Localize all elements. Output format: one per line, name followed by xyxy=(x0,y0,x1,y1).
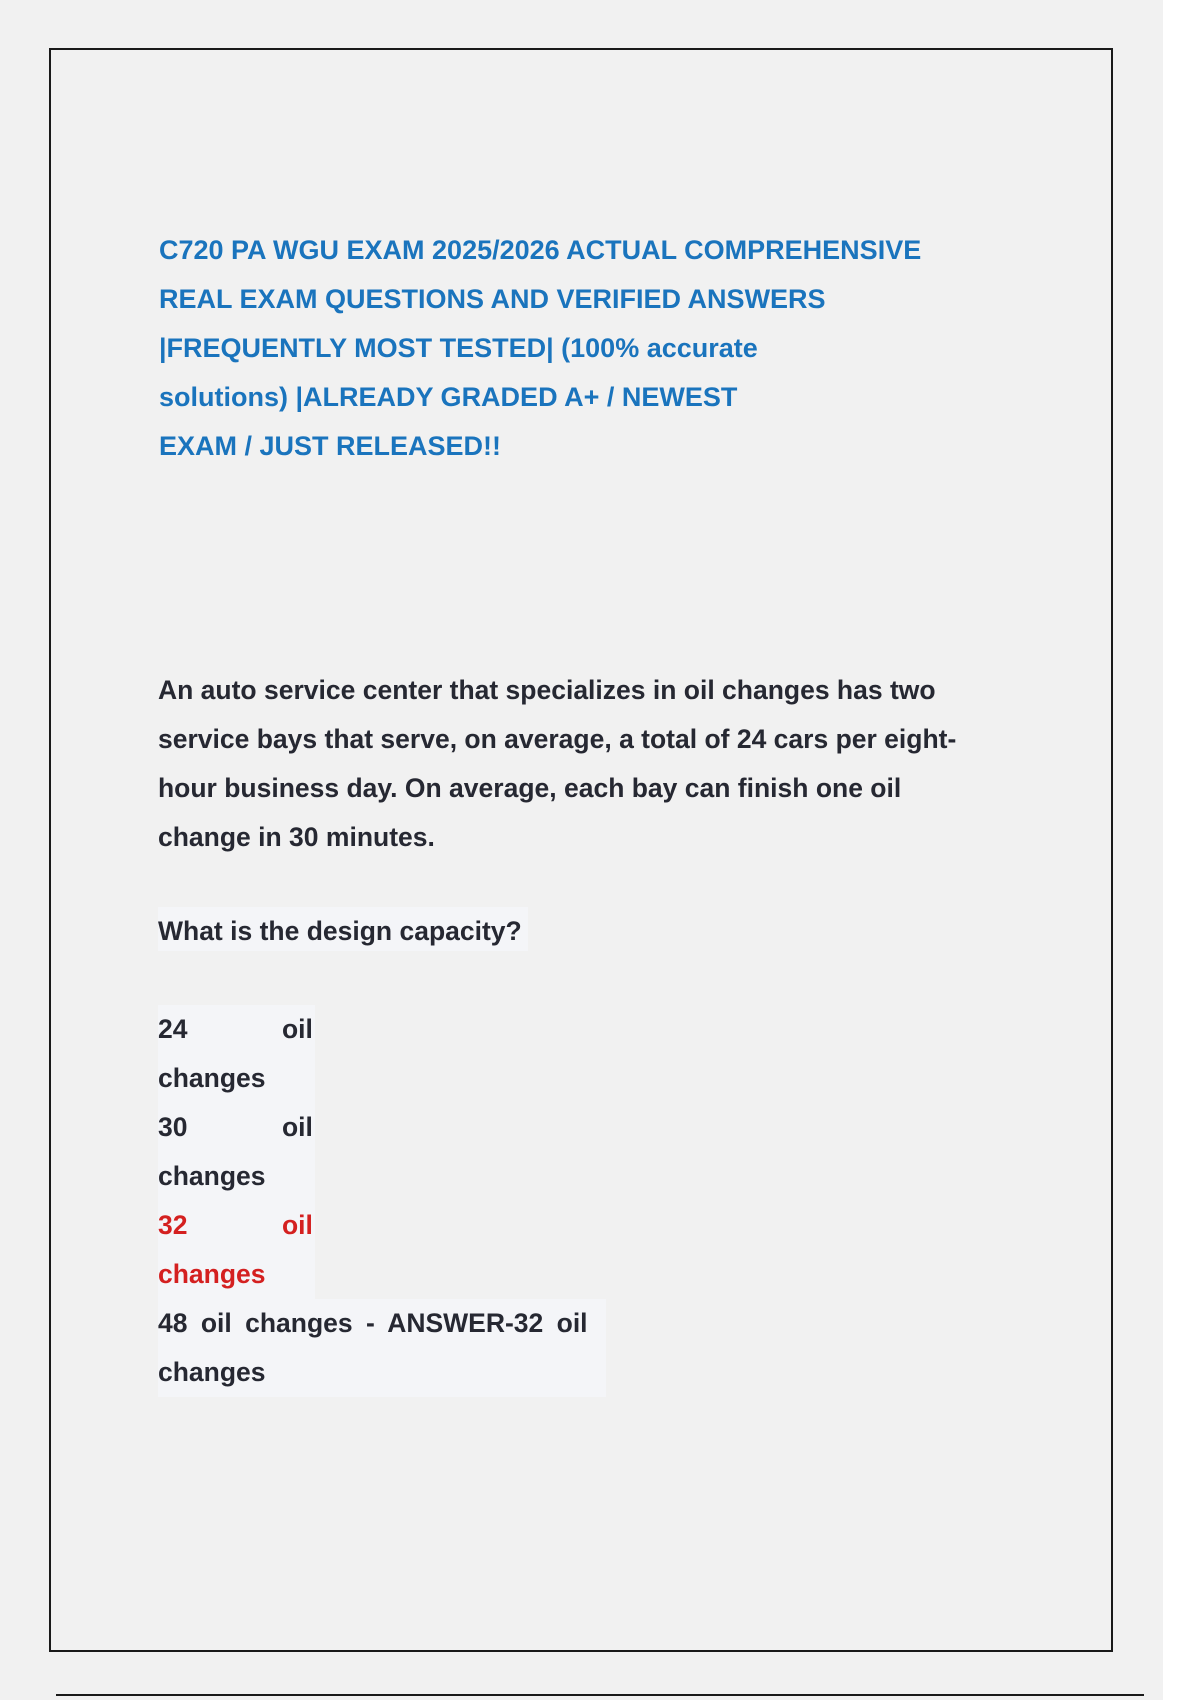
title-line: EXAM / JUST RELEASED!! xyxy=(159,431,502,461)
option-number: 30 xyxy=(158,1112,188,1142)
question-line: hour business day. On average, each bay can finish one oil xyxy=(158,773,902,803)
option-word: changes xyxy=(158,1161,266,1191)
option-number: 32 xyxy=(158,1210,188,1240)
title-line: |FREQUENTLY MOST TESTED| (100% accurate xyxy=(159,333,758,363)
answer-option-d xyxy=(158,1299,606,1397)
option-line: changes xyxy=(158,1357,266,1387)
question-line: service bays that serve, on average, a total of 24 cars per eight- xyxy=(158,724,957,754)
title-line: REAL EXAM QUESTIONS AND VERIFIED ANSWERS xyxy=(159,284,826,314)
option-word: changes xyxy=(158,1259,266,1289)
question-line: An auto service center that specializes in oil changes has two xyxy=(158,675,936,705)
page-edge-strip xyxy=(1163,0,1200,1700)
question-line: change in 30 minutes. xyxy=(158,822,435,852)
next-page-top-border xyxy=(56,1694,1144,1696)
question-prompt: What is the design capacity? xyxy=(158,907,528,951)
option-number: 24 xyxy=(158,1014,188,1044)
question-text xyxy=(158,666,1038,862)
option-unit: oil xyxy=(282,1014,313,1044)
answer-option-c-correct xyxy=(158,1201,315,1299)
option-unit: oil xyxy=(282,1210,313,1240)
answer-option-a xyxy=(158,1005,315,1103)
option-word: changes xyxy=(158,1063,266,1093)
option-unit: oil xyxy=(282,1112,313,1142)
title-line: solutions) |ALREADY GRADED A+ / NEWEST xyxy=(159,382,738,412)
title-line: C720 PA WGU EXAM 2025/2026 ACTUAL COMPREHENSIVE xyxy=(159,235,922,265)
option-line: 48 oil changes - ANSWER-32 oil xyxy=(158,1308,588,1338)
answer-option-b xyxy=(158,1103,315,1201)
document-title xyxy=(159,226,1019,471)
